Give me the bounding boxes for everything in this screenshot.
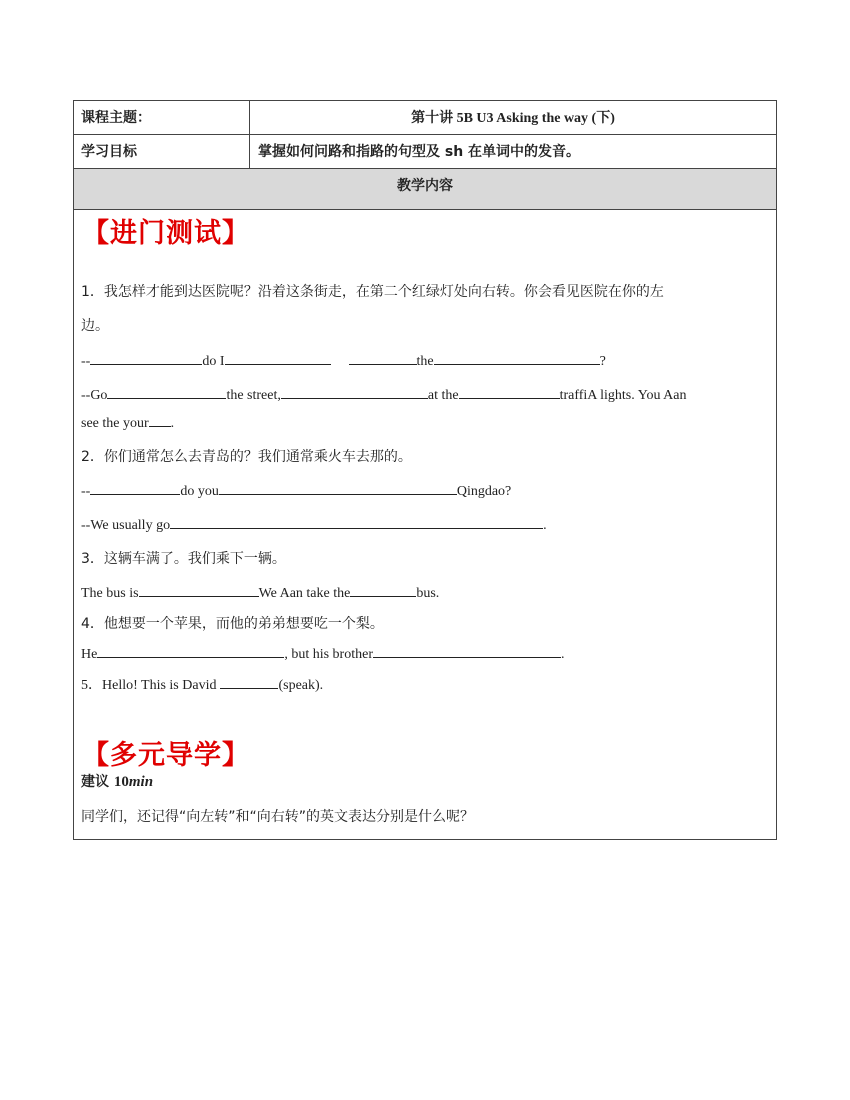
topic-row: [74, 101, 776, 135]
q3-chinese: 3．这辆车满了。我们乘下一辆。: [81, 551, 286, 567]
q2-answer-line2: [81, 515, 547, 534]
suggest-unit: min: [128, 774, 154, 790]
q1-text: --Go: [81, 388, 108, 403]
topic-value: 第十讲 5B U3 Asking the way (下): [411, 111, 615, 126]
q3-answer-line: [81, 583, 439, 602]
suggest-time: [81, 771, 153, 791]
q1-text: --: [81, 354, 91, 369]
q2-blank-1[interactable]: [90, 481, 180, 495]
q3-blank-2[interactable]: [350, 583, 416, 597]
q3-text: bus.: [416, 586, 440, 601]
q4-text: He: [81, 647, 98, 662]
q4-chinese: 4．他想要一个苹果，而他的弟弟想要吃一个梨。: [81, 616, 384, 632]
q1-blank-8[interactable]: [149, 413, 171, 427]
q1-text: .: [170, 416, 175, 431]
q2-text: do you: [180, 484, 219, 499]
q1-text: traffiA lights. You Aan: [559, 388, 687, 403]
q2-text: .: [543, 518, 547, 533]
q1-blank-5[interactable]: [107, 385, 226, 399]
suggest-text: 建议: [81, 774, 114, 790]
section-title-guided-learning: 【多元导学】: [82, 740, 250, 771]
q1-text: do I: [202, 354, 225, 369]
q4-blank-1[interactable]: [97, 644, 284, 658]
suggest-number: 10: [113, 774, 129, 790]
q2-blank-3[interactable]: [170, 515, 543, 529]
q1-text: the street,: [226, 388, 281, 403]
goal-value: 掌握如何问路和指路的句型及 sh 在单词中的发音。: [258, 144, 581, 160]
q4-text: .: [560, 647, 565, 662]
q2-chinese: 2．你们通常怎么去青岛的？我们通常乘火车去那的。: [81, 449, 412, 465]
q1-blank-2[interactable]: [225, 351, 331, 365]
q4-answer-line: [81, 644, 564, 663]
goal-row: [74, 135, 776, 169]
q1-chinese-line1: 1．我怎样才能到达医院呢？沿着这条街走，在第二个红绿灯处向右转。你会看见医院在你的左: [81, 284, 664, 300]
q5-text: 5．Hello! This is David: [81, 678, 217, 693]
goal-label: 学习目标: [74, 135, 250, 168]
q2-answer-line1: [81, 481, 511, 500]
topic-label: 课程主题：: [74, 101, 250, 134]
q2-text: Qingdao?: [456, 484, 512, 499]
q1-text: the: [416, 354, 434, 369]
q4-blank-2[interactable]: [373, 644, 561, 658]
q1-blank-4[interactable]: [434, 351, 600, 365]
q3-text: The bus is: [81, 586, 139, 601]
q5-blank[interactable]: [220, 675, 278, 689]
q2-text: --: [81, 484, 91, 499]
q4-text: , but his brother: [284, 647, 373, 662]
q1-answer-line3: [81, 413, 174, 432]
q3-blank-1[interactable]: [139, 583, 259, 597]
q1-answer-line2: [81, 385, 687, 404]
guided-question: 同学们，还记得“向左转”和“向右转”的英文表达分别是什么呢？: [81, 809, 475, 825]
q3-text: We Aan take the: [258, 586, 351, 601]
q1-chinese-line2: 边。: [81, 318, 109, 334]
content-header-row: [74, 169, 776, 210]
q2-blank-2[interactable]: [219, 481, 457, 495]
q5-line: [81, 674, 323, 694]
q1-text: see the your: [81, 416, 149, 431]
q1-blank-3[interactable]: [349, 351, 417, 365]
lesson-table: [73, 100, 777, 840]
q1-text: at the: [427, 388, 459, 403]
q1-blank-6[interactable]: [281, 385, 428, 399]
q1-text: ?: [599, 354, 606, 369]
section-title-entrance-test: 【进门测试】: [82, 218, 250, 249]
q1-blank-7[interactable]: [459, 385, 560, 399]
content-header: 教学内容: [397, 178, 453, 194]
q1-answer-line1: [81, 351, 606, 370]
q2-text: --We usually go: [81, 518, 171, 533]
q1-blank-1[interactable]: [90, 351, 202, 365]
q5-text: (speak).: [278, 678, 324, 693]
